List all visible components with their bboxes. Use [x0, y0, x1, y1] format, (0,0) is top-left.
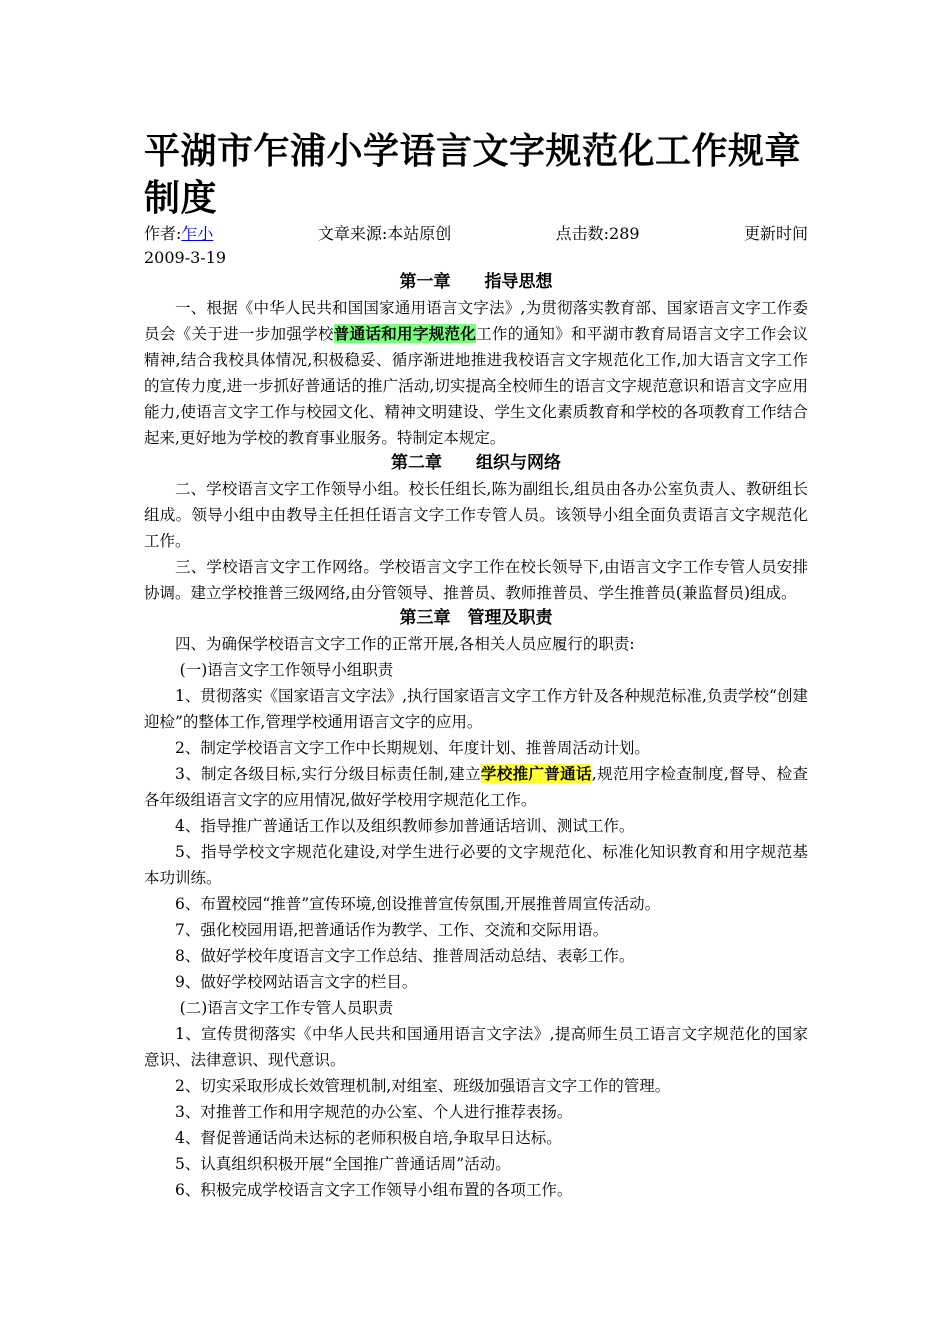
author-link[interactable]: 乍小 — [181, 224, 214, 243]
paragraph-3: 三、学校语言文字工作网络。学校语言文字工作在校长领导下,由语言文字工作专管人员安排协调。建立学校推普三级网络,由分管领导、推普员、教师推普员、学生推普员(兼监督员)组成。 — [144, 558, 808, 602]
chapter-3-title: 第三章 管理及职责 — [399, 608, 553, 628]
author-label: 作者: — [144, 224, 182, 243]
list-item: 4、指导推广普通话工作以及组织教师参加普通话培训、测试工作。 — [175, 817, 635, 835]
list-item: 8、做好学校年度语言文字工作总结、推普周活动总结、表彰工作。 — [175, 947, 635, 965]
article-meta — [144, 222, 808, 246]
document-title: 平湖市乍浦小学语言文字规范化工作规章制度 — [144, 131, 802, 219]
paragraph-2: 二、学校语言文字工作领导小组。校长任组长,陈为副组长,组员由各办公室负责人、教研组长组成。领导小组中由教导主任担任语言文字工作专管人员。该领导小组全面负责语言文字规范化工作。 — [144, 480, 808, 550]
updated-label: 更新时间 — [743, 224, 808, 243]
list-item: 2、制定学校语言文字工作中长期规划、年度计划、推普周活动计划。 — [175, 739, 650, 757]
section-2-title: (二)语言文字工作专管人员职责 — [179, 999, 394, 1017]
article-source: 文章来源:本站原创 — [317, 224, 452, 243]
paragraph-4: 四、为确保学校语言文字工作的正常开展,各相关人员应履行的职责: — [175, 635, 635, 653]
section-1-title: (一)语言文字工作领导小组职责 — [179, 661, 394, 679]
list-item: 7、强化校园用语,把普通话作为教学、工作、交流和交际用语。 — [175, 921, 609, 939]
list-item: 4、督促普通话尚未达标的老师积极自培,争取早日达标。 — [175, 1129, 562, 1147]
list-item-text-b: ,规范用字检查制度,督导、检查各年级组语言文字的应用情况,做好学校用字规范化工作。 — [144, 765, 808, 809]
list-item: 1、宣传贯彻落实《中华人民共和国通用语言文字法》,提高师生员工语言文字规范化的国家意识、法律意识、现代意识。 — [144, 1025, 808, 1069]
list-item: 5、指导学校文字规范化建设,对学生进行必要的文字规范化、标准化知识教育和用字规范基本功训练。 — [144, 843, 808, 887]
chapter-2-title: 第二章 组织与网络 — [391, 453, 561, 473]
list-item: 6、布置校园“推普”宣传环境,创设推普宣传氛围,开展推普周宣传活动。 — [175, 895, 661, 913]
list-item: 6、积极完成学校语言文字工作领导小组布置的各项工作。 — [175, 1181, 573, 1199]
list-item: 9、做好学校网站语言文字的栏目。 — [175, 973, 418, 991]
highlight-yellow: 学校推广普通话 — [480, 764, 592, 783]
author — [144, 222, 213, 246]
list-item: 1、贯彻落实《国家语言文字法》,执行国家语言文字工作方针及各种规范标准,负责学校“创建迎检”的整体工作,管理学校通用语言文字的应用。 — [144, 687, 808, 731]
chapter-1-title: 第一章 指导思想 — [399, 272, 553, 292]
paragraph-1-text-b: 工作的通知》和平湖市教育局语言文字工作会议精神,结合我校具体情况,积极稳妥、循序渐进地推进我校语言文字规范化工作,加大语言文字工作的宣传力度,进一步抓好普通话的推广活动,切实提高全校师生的语言文字规范意识和语言文字应用能力,使语言文字工作与校园文化、精神文明建设、学生文化素质教育和学校的各项教育工作结合起来,更好地为学校的教育事业服务。特制定本规定。 — [144, 325, 808, 447]
list-item — [144, 761, 808, 813]
list-item: 2、切实采取形成长效管理机制,对组室、班级加强语言文字工作的管理。 — [175, 1077, 671, 1095]
list-item: 3、对推普工作和用字规范的办公室、个人进行推荐表扬。 — [175, 1103, 573, 1121]
list-item: 5、认真组织积极开展“全国推广普通话周”活动。 — [175, 1155, 511, 1173]
document-page — [144, 128, 808, 1203]
list-item-text-a: 3、制定各级目标,实行分级目标责任制,建立 — [175, 765, 481, 783]
paragraph-1-text-a: 一、根据《中华人民共和国国家通用语言文字法》,为贯彻落实教育部、国家语言文字工作委员会《关于进一步加强学校 — [144, 299, 808, 343]
update-date: 2009-3-19 — [144, 248, 227, 267]
paragraph-1 — [144, 295, 808, 451]
click-count: 点击数:289 — [555, 224, 640, 243]
highlight-green: 普通话和用字规范化 — [333, 324, 477, 343]
